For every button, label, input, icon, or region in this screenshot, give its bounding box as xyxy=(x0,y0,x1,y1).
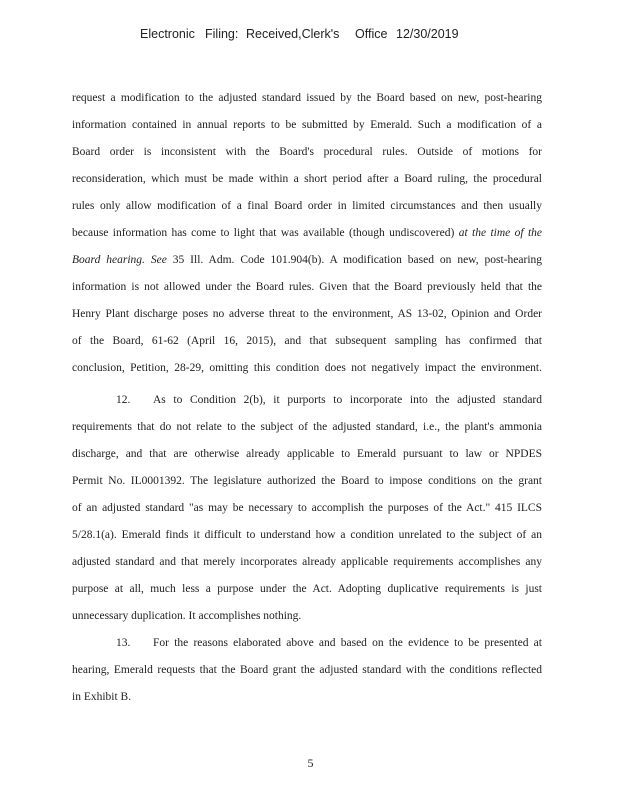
text-line: hearing, Emerald requests that the Board grant the adjusted standard with the conditions reflected xyxy=(72,664,542,676)
header-date: 12/30/2019 xyxy=(396,27,459,41)
italic-span: Board hearing. xyxy=(72,254,145,266)
header-word-office: Office xyxy=(355,27,388,41)
paragraph-number: 12. xyxy=(116,394,131,406)
text-line: rules only allow modification of a final Board order in limited circumstances and then usually xyxy=(72,200,542,212)
text-line: information is not allowed under the Board rules. Given that the Board previously held that the xyxy=(72,281,542,293)
text-line: unnecessary duplication. It accomplishes nothing. xyxy=(72,610,302,622)
text-line: of an adjusted standard "as may be necessary to accomplish the purposes of the Act." 415 ILCS xyxy=(72,502,542,514)
text-line: As to Condition 2(b), it purports to incorporate into the adjusted standard xyxy=(153,394,542,406)
text-line: For the reasons elaborated above and based on the evidence to be presented at xyxy=(153,637,542,649)
text-line: information contained in annual reports to be submitted by Emerald. Such a modification of a xyxy=(72,119,542,131)
text-line xyxy=(72,227,542,239)
header-word-electronic: Electronic xyxy=(140,27,195,41)
header-word-filing: Filing: xyxy=(205,27,239,41)
text-line: request a modification to the adjusted standard issued by the Board based on new, post-hearing xyxy=(72,92,542,104)
text-line: adjusted standard and that merely incorporates already applicable requirements accomplishes any xyxy=(72,556,542,568)
citation-signal: See xyxy=(150,254,167,266)
text-line: of the Board, 61-62 (April 16, 2015), and that subsequent sampling has confirmed that xyxy=(72,335,542,347)
text-line: discharge, and that are otherwise already applicable to Emerald pursuant to law or NPDES xyxy=(72,448,542,460)
text-line: purpose at all, much less a purpose under the Act. Adopting duplicative requirements is just xyxy=(72,583,542,595)
text-line: in Exhibit B. xyxy=(72,691,132,703)
text-span: 35 Ill. Adm. Code 101.904(b). A modification based on new, post-hearing xyxy=(172,254,543,266)
text-span: because information has come to light that was available (though undiscovered) xyxy=(72,227,455,239)
italic-span: at the time of the xyxy=(458,227,543,239)
text-line: requirements that do not relate to the subject of the adjusted standard, i.e., the plant's ammonia xyxy=(72,421,542,433)
text-line xyxy=(72,254,542,266)
text-line: 5/28.1(a). Emerald finds it difficult to understand how a condition unrelated to the subject of an xyxy=(72,529,542,541)
text-line: Permit No. IL0001392. The legislature authorized the Board to impose conditions on the grant xyxy=(72,475,542,487)
text-line: conclusion, Petition, 28-29, omitting this condition does not negatively impact the environment. xyxy=(72,362,542,374)
text-line: reconsideration, which must be made within a short period after a Board ruling, the procedural xyxy=(72,173,542,185)
text-line: Board order is inconsistent with the Board's procedural rules. Outside of motions for xyxy=(72,146,542,158)
text-line: Henry Plant discharge poses no adverse threat to the environment, AS 13-02, Opinion and Order xyxy=(72,308,542,320)
paragraph-number: 13. xyxy=(116,637,131,649)
header-word-received-clerks: Received,Clerk's xyxy=(246,27,340,41)
page-number: 5 xyxy=(307,756,314,770)
